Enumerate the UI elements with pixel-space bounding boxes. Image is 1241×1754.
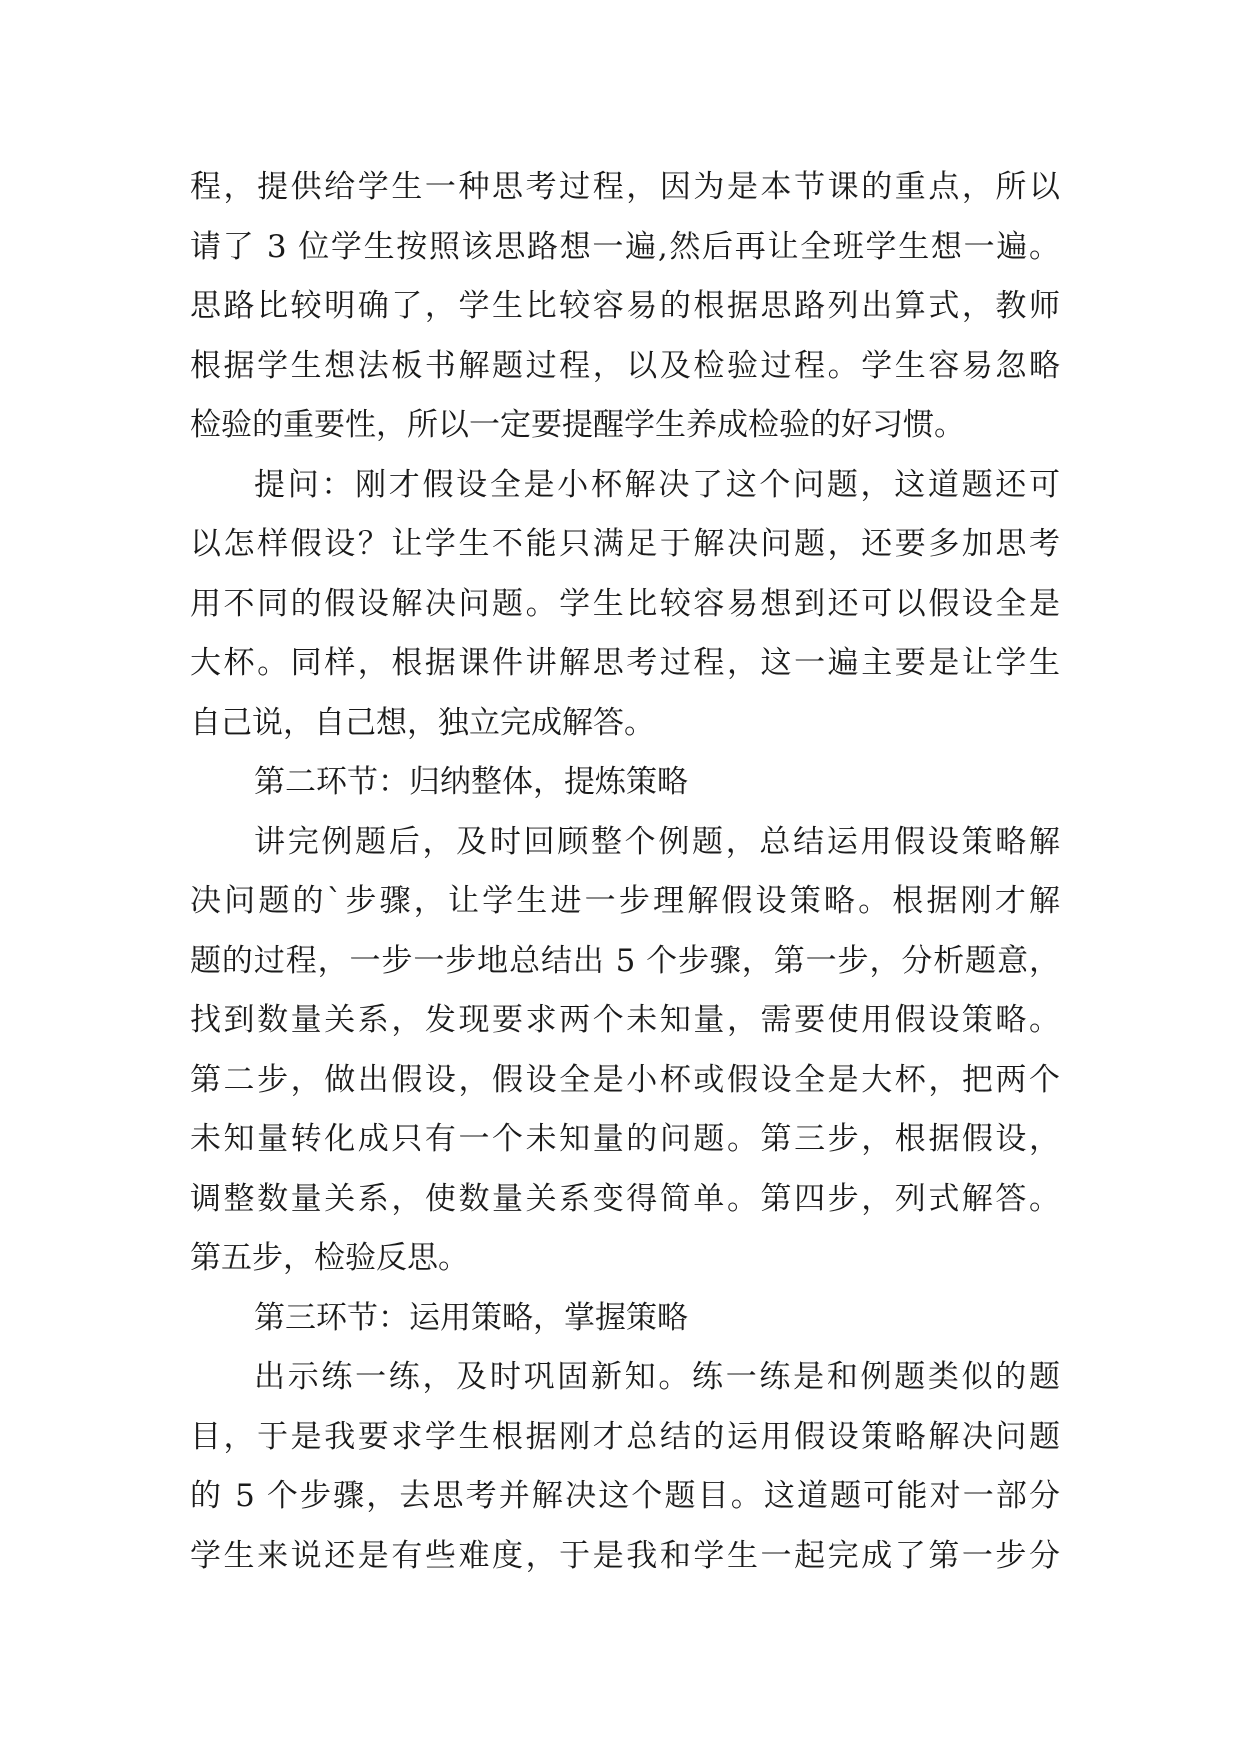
text-line: 程，提供给学生一种思考过程，因为是本节课的重点，所以 [190,169,1060,205]
text-line: 思路比较明确了，学生比较容易的根据思路列出算式，教师 [190,288,1060,324]
text-line: 检验的重要性，所以一定要提醒学生养成检验的好习惯。 [190,407,965,443]
text-line: 大杯。同样，根据课件讲解思考过程，这一遍主要是让学生 [190,645,1060,681]
text-line: 找到数量关系，发现要求两个未知量，需要使用假设策略。 [190,1002,1060,1038]
text-line: 第三环节：运用策略，掌握策略 [254,1299,688,1336]
document-body [190,158,1060,1586]
text-line: 第五步，检验反思。 [190,1240,469,1276]
text-line: 出示练一练，及时巩固新知。练一练是和例题类似的题 [254,1359,1060,1395]
text-line: 调整数量关系，使数量关系变得简单。第四步，列式解答。 [190,1180,1060,1217]
text-line: 第二步，做出假设，假设全是小杯或假设全是大杯，把两个 [190,1061,1060,1098]
text-line: 请了 3 位学生按照该思路想一遍,然后再让全班学生想一遍。 [190,228,1060,265]
text-line: 未知量转化成只有一个未知量的问题。第三步，根据假设， [190,1121,1060,1157]
text-line: 学生来说还是有些难度，于是我和学生一起完成了第一步分 [190,1537,1060,1574]
text-line: 提问：刚才假设全是小杯解决了这个问题，这道题还可 [254,466,1060,503]
text-line: 自己说，自己想，独立完成解答。 [190,704,655,741]
text-line: 根据学生想法板书解题过程，以及检验过程。学生容易忽略 [190,347,1060,384]
text-line: 目，于是我要求学生根据刚才总结的运用假设策略解决问题 [190,1418,1060,1455]
text-line: 用不同的假设解决问题。学生比较容易想到还可以假设全是 [190,585,1060,622]
text-line: 的 5 个步骤，去思考并解决这个题目。这道题可能对一部分 [190,1478,1060,1514]
text-line: 讲完例题后，及时回顾整个例题，总结运用假设策略解 [254,823,1060,860]
text-line: 第二环节：归纳整体，提炼策略 [254,764,688,800]
text-line: 以怎样假设？让学生不能只满足于解决问题，还要多加思考 [190,526,1060,562]
text-line: 决问题的`步骤，让学生进一步理解假设策略。根据刚才解 [190,883,1060,919]
text-line: 题的过程，一步一步地总结出 5 个步骤，第一步，分析题意， [190,942,1060,979]
